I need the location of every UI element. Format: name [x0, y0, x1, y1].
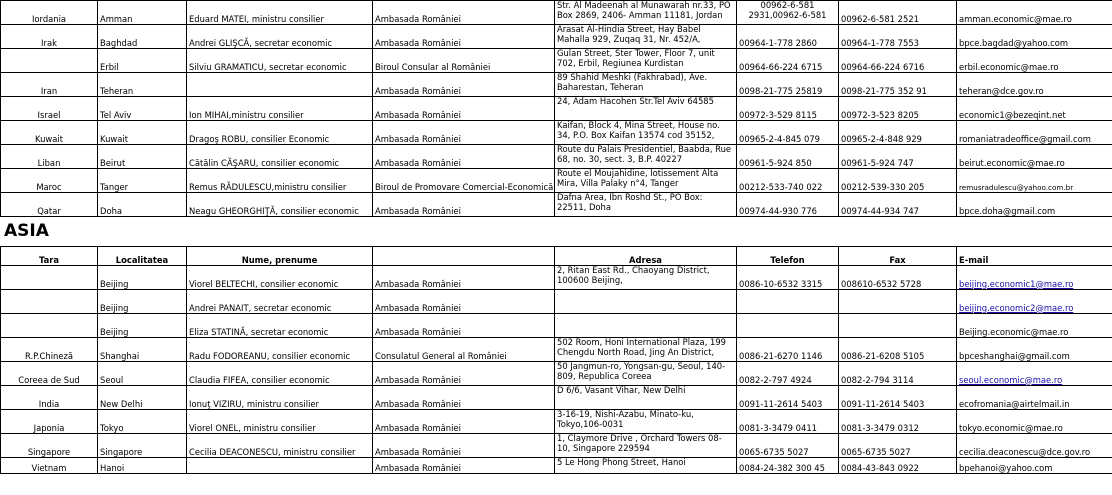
fax-cell: 00961-5-924 747 — [839, 145, 957, 169]
institution-cell: Consulatul General al României — [373, 338, 555, 362]
phone-cell: 00972-3-529 8115 — [737, 97, 839, 121]
header-fax: Fax — [839, 247, 957, 266]
table-row — [1, 266, 1112, 290]
email-cell: amman.economic@mae.ro — [957, 1, 1112, 25]
email-cell[interactable]: beijing.economic1@mae.ro — [957, 266, 1112, 290]
address-cell: Route du Palais Presidentiel, Baabda, Rue 68, no. 30, sect. 3, B.P. 40227 — [555, 145, 737, 169]
name-cell: Ionuţ VIZIRU, ministru consilier — [187, 386, 373, 410]
phone-cell: 0086-21-6270 1146 — [737, 338, 839, 362]
city-cell: Tokyo — [98, 410, 187, 434]
institution-cell: Ambasada României — [373, 25, 555, 49]
fax-cell: 008610-6532 5728 — [839, 266, 957, 290]
table-row — [1, 434, 1112, 458]
city-cell: Erbil — [98, 49, 187, 73]
email-cell: cecilia.deaconescu@dce.gov.ro — [957, 434, 1112, 458]
email-cell: economic1@bezeqint.net — [957, 97, 1112, 121]
header-city: Localitatea — [98, 247, 187, 266]
email-cell: beirut.economic@mae.ro — [957, 145, 1112, 169]
table-row — [1, 290, 1112, 314]
name-cell: Neagu GHEORGHIŢĂ, consilier economic — [187, 193, 373, 217]
city-cell: Baghdad — [98, 25, 187, 49]
name-cell: Claudia FIFEA, consilier economic — [187, 362, 373, 386]
phone-cell: 00961-5-924 850 — [737, 145, 839, 169]
country-cell — [1, 49, 98, 73]
name-cell: Andrei GLIŞCĂ, secretar economic — [187, 25, 373, 49]
address-cell: 5 Le Hong Phong Street, Hanoi — [555, 458, 737, 474]
address-cell: 502 Room, Honi International Plaza, 199 Chengdu North Road, Jing An District, — [555, 338, 737, 362]
city-cell: New Delhi — [98, 386, 187, 410]
email-cell: Beijing.economic@mae.ro — [957, 314, 1112, 338]
table-row — [1, 1, 1112, 25]
city-cell: Seoul — [98, 362, 187, 386]
address-cell: Arasat Al-Hindia Street, Hay Babel Mahalla 929, Zuqaq 31, Nr. 452/A, — [555, 25, 737, 49]
table-row — [1, 314, 1112, 338]
country-cell: R.P.Chineză — [1, 338, 98, 362]
fax-cell — [839, 290, 957, 314]
name-cell: Dragoş ROBU, consilier Economic — [187, 121, 373, 145]
city-cell: Singapore — [98, 434, 187, 458]
city-cell: Beijing — [98, 266, 187, 290]
email-cell: bpce.bagdad@yahoo.com — [957, 25, 1112, 49]
phone-cell: 0091-11-2614 5403 — [737, 386, 839, 410]
address-cell: 3-16-19, Nishi-Azabu, Minato-ku, Tokyo,106-0031 — [555, 410, 737, 434]
address-cell: 24, Adam Hacohen Str.Tel Aviv 64585 — [555, 97, 737, 121]
email-cell: teheran@dce.gov.ro — [957, 73, 1112, 97]
name-cell: Eliza STATINĂ, secretar economic — [187, 314, 373, 338]
name-cell: Remus RĂDULESCU,ministru consilier — [187, 169, 373, 193]
city-cell: Shanghai — [98, 338, 187, 362]
phone-cell: 00965-2-4-845 079 — [737, 121, 839, 145]
city-cell: Beijing — [98, 290, 187, 314]
institution-cell: Ambasada României — [373, 266, 555, 290]
country-cell: Liban — [1, 145, 98, 169]
fax-cell: 0082-2-794 3114 — [839, 362, 957, 386]
email-cell[interactable]: seoul.economic@mae.ro — [957, 362, 1112, 386]
institution-cell: Ambasada României — [373, 290, 555, 314]
phone-cell: 00962-6-581 2931,00962-6-581 — [737, 1, 839, 25]
address-cell: 89 Shahid Meshki (Fakhrabad), Ave. Baharestan, Teheran — [555, 73, 737, 97]
city-cell: Kuwait — [98, 121, 187, 145]
phone-cell: 00964-1-778 2860 — [737, 25, 839, 49]
header-name: Nume, prenume — [187, 247, 373, 266]
table-row — [1, 362, 1112, 386]
table-row — [1, 25, 1112, 49]
header-address: Adresa — [555, 247, 737, 266]
name-cell: Radu FODOREANU, consilier economic — [187, 338, 373, 362]
email-cell[interactable]: beijing.economic2@mae.ro — [957, 290, 1112, 314]
institution-cell: Ambasada României — [373, 121, 555, 145]
address-cell: Gulan Street, Ster Tower, Floor 7, unit 702, Erbil, Regiunea Kurdistan — [555, 49, 737, 73]
table-row — [1, 458, 1112, 474]
email-cell: bpehanoi@yahoo.com — [957, 458, 1112, 474]
country-cell: Vietnam — [1, 458, 98, 474]
institution-cell: Ambasada României — [373, 434, 555, 458]
city-cell: Amman — [98, 1, 187, 25]
phone-cell: 0098-21-775 25819 — [737, 73, 839, 97]
table-row — [1, 410, 1112, 434]
institution-cell: Ambasada României — [373, 193, 555, 217]
phone-cell: 0086-10-6532 3315 — [737, 266, 839, 290]
country-cell: Coreea de Sud — [1, 362, 98, 386]
name-cell: Ion MIHAI,ministru consilier — [187, 97, 373, 121]
city-cell: Tanger — [98, 169, 187, 193]
phone-cell: 00212-533-740 022 — [737, 169, 839, 193]
fax-cell — [839, 314, 957, 338]
institution-cell: Ambasada României — [373, 314, 555, 338]
email-cell: ecofromania@airtelmail.in — [957, 386, 1112, 410]
address-cell: 1, Claymore Drive , Orchard Towers 08-10, Singapore 229594 — [555, 434, 737, 458]
name-cell: Eduard MATEI, ministru consilier — [187, 1, 373, 25]
country-cell: Qatar — [1, 193, 98, 217]
country-cell: Singapore — [1, 434, 98, 458]
name-cell — [187, 458, 373, 474]
phone-cell — [737, 290, 839, 314]
name-cell: Cătălin CĂŞARU, consilier economic — [187, 145, 373, 169]
country-cell: Japonia — [1, 410, 98, 434]
institution-cell: Ambasada României — [373, 458, 555, 474]
institution-cell: Biroul de Promovare Comercial-Economică — [373, 169, 555, 193]
city-cell: Hanoi — [98, 458, 187, 474]
city-cell: Beijing — [98, 314, 187, 338]
address-cell: D 6/6, Vasant Vihar, New Delhi — [555, 386, 737, 410]
table-row — [1, 169, 1112, 193]
email-cell: tokyo.economic@mae.ro — [957, 410, 1112, 434]
phone-cell: 00964-66-224 6715 — [737, 49, 839, 73]
table-row — [1, 121, 1112, 145]
fax-cell: 00964-66-224 6716 — [839, 49, 957, 73]
address-cell — [555, 314, 737, 338]
city-cell: Doha — [98, 193, 187, 217]
name-cell: Cecilia DEACONESCU, ministru consilier — [187, 434, 373, 458]
table-row — [1, 145, 1112, 169]
phone-cell: 00974-44-930 776 — [737, 193, 839, 217]
table-header-row — [1, 247, 1112, 266]
country-cell: Iordania — [1, 1, 98, 25]
fax-cell: 0098-21-775 352 91 — [839, 73, 957, 97]
city-cell: Beirut — [98, 145, 187, 169]
asia-table — [0, 246, 1112, 474]
name-cell: Viorel ONEL, ministru consilier — [187, 410, 373, 434]
table-row — [1, 386, 1112, 410]
fax-cell: 00964-1-778 7553 — [839, 25, 957, 49]
fax-cell: 00965-2-4-848 929 — [839, 121, 957, 145]
country-cell — [1, 266, 98, 290]
header-institution — [373, 247, 555, 266]
country-cell: India — [1, 386, 98, 410]
fax-cell: 0086-21-6208 5105 — [839, 338, 957, 362]
table-row — [1, 73, 1112, 97]
address-cell: 2, Ritan East Rd., Chaoyang District, 100600 Beijing, — [555, 266, 737, 290]
phone-cell: 0081-3-3479 0411 — [737, 410, 839, 434]
middle-east-table — [0, 0, 1112, 217]
institution-cell: Biroul Consular al României — [373, 49, 555, 73]
institution-cell: Ambasada României — [373, 1, 555, 25]
phone-cell — [737, 314, 839, 338]
country-cell: Iran — [1, 73, 98, 97]
email-cell: bpce.doha@gmail.com — [957, 193, 1112, 217]
institution-cell: Ambasada României — [373, 145, 555, 169]
section-title-asia: ASIA — [4, 221, 49, 241]
country-cell — [1, 290, 98, 314]
header-country: Tara — [1, 247, 98, 266]
email-cell: remusradulescu@yahoo.com.br — [957, 169, 1112, 193]
institution-cell: Ambasada României — [373, 362, 555, 386]
address-cell: Dafna Area, Ibn Roshd St., PO Box: 22511, Doha — [555, 193, 737, 217]
phone-cell: 0082-2-797 4924 — [737, 362, 839, 386]
email-cell: romaniatradeoffice@gmail.com — [957, 121, 1112, 145]
address-cell: 50 Jangmun-ro, Yongsan-gu, Seoul, 140-809, Republica Coreea — [555, 362, 737, 386]
name-cell: Viorel BELTECHI, consilier economic — [187, 266, 373, 290]
country-cell: Kuwait — [1, 121, 98, 145]
table-row — [1, 49, 1112, 73]
header-email: E-mail — [957, 247, 1112, 266]
fax-cell: 00212-539-330 205 — [839, 169, 957, 193]
fax-cell: 0065-6735 5027 — [839, 434, 957, 458]
institution-cell: Ambasada României — [373, 97, 555, 121]
country-cell: Maroc — [1, 169, 98, 193]
institution-cell: Ambasada României — [373, 386, 555, 410]
phone-cell: 0084-24-382 300 45 — [737, 458, 839, 474]
country-cell — [1, 314, 98, 338]
country-cell: Irak — [1, 25, 98, 49]
fax-cell: 00962-6-581 2521 — [839, 1, 957, 25]
fax-cell: 00972-3-523 8205 — [839, 97, 957, 121]
address-cell: Kaifan, Block 4, Mina Street, House no. 34, P.O. Box Kaifan 13574 cod 35152, — [555, 121, 737, 145]
city-cell: Teheran — [98, 73, 187, 97]
fax-cell: 0081-3-3479 0312 — [839, 410, 957, 434]
table-row — [1, 97, 1112, 121]
header-phone: Telefon — [737, 247, 839, 266]
country-cell: Israel — [1, 97, 98, 121]
address-cell: Str. Al Madeenah al Munawarah nr.33, PO Box 2869, 2406- Amman 11181, Jordan — [555, 1, 737, 25]
institution-cell: Ambasada României — [373, 410, 555, 434]
city-cell: Tel Aviv — [98, 97, 187, 121]
name-cell — [187, 73, 373, 97]
institution-cell: Ambasada României — [373, 73, 555, 97]
fax-cell: 0084-43-843 0922 — [839, 458, 957, 474]
table-row — [1, 193, 1112, 217]
fax-cell: 0091-11-2614 5403 — [839, 386, 957, 410]
email-cell: bpceshanghai@gmail.com — [957, 338, 1112, 362]
fax-cell: 00974-44-934 747 — [839, 193, 957, 217]
name-cell: Andrei PANAIT, secretar economic — [187, 290, 373, 314]
address-cell — [555, 290, 737, 314]
email-cell: erbil.economic@mae.ro — [957, 49, 1112, 73]
phone-cell: 0065-6735 5027 — [737, 434, 839, 458]
name-cell: Silviu GRAMATICU, secretar economic — [187, 49, 373, 73]
table-row — [1, 338, 1112, 362]
address-cell: Route el Moujahidine, lotissement Alta Mira, Villa Palaky n°4, Tanger — [555, 169, 737, 193]
